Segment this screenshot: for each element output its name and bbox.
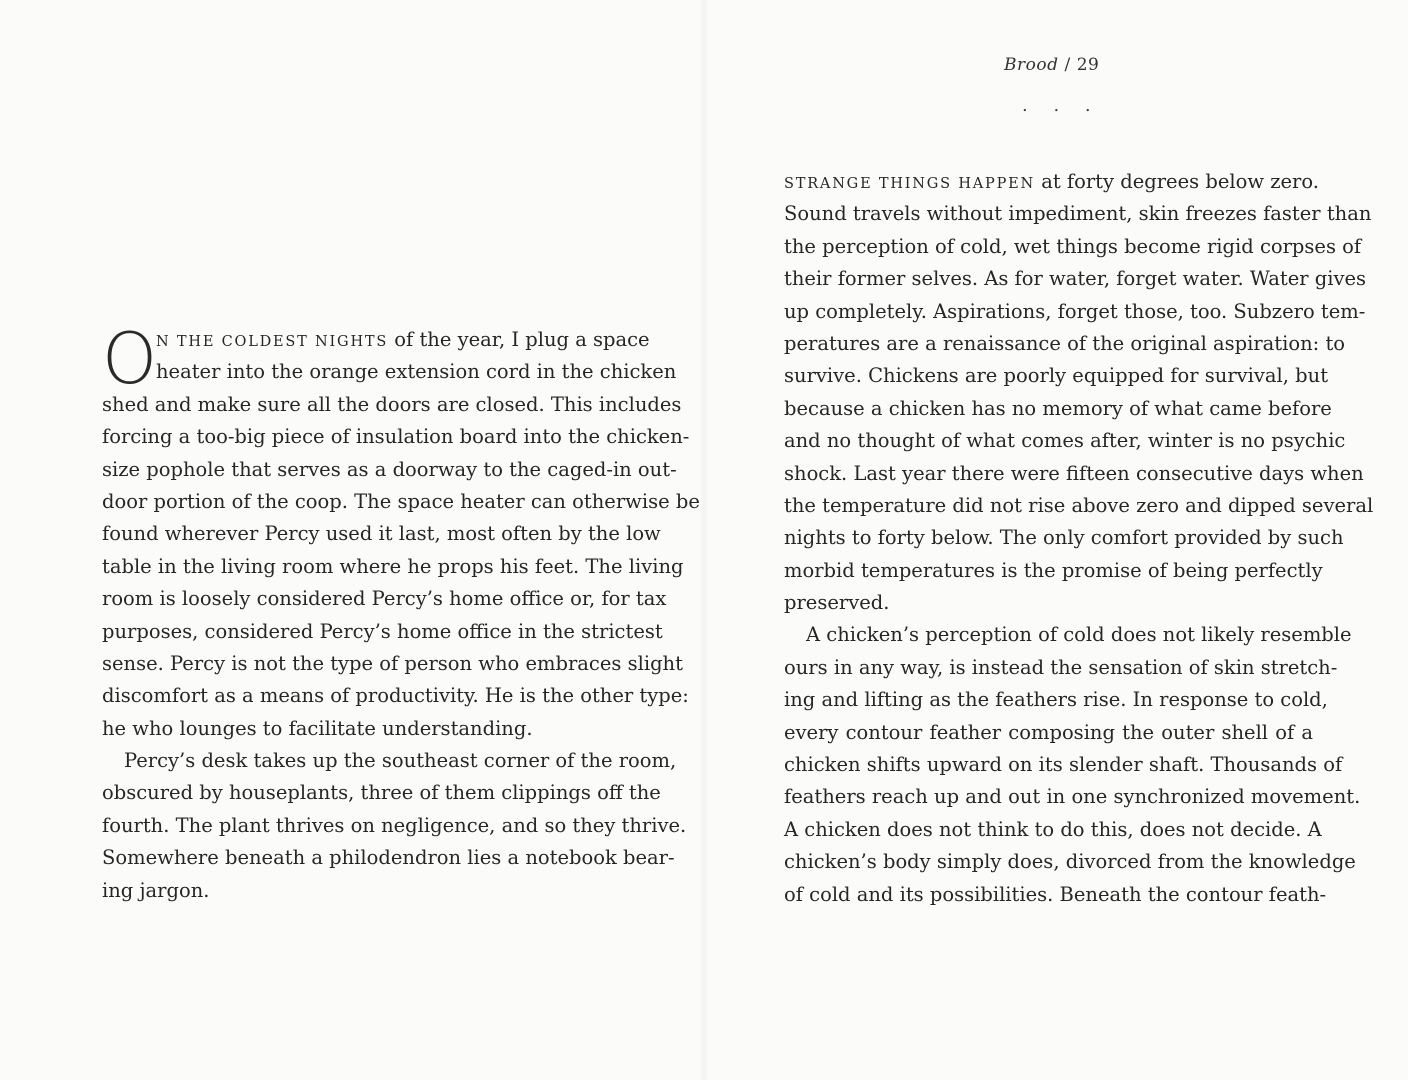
left-line-4: forcing a too-big piece of insulation board into the chicken- [102,425,690,449]
section-opening-smallcaps: STRANGE THINGS HAPPEN [784,176,1036,192]
right-line-19: chicken shifts upward on its slender shaft. Thousands of [784,753,1343,777]
opening-smallcaps: N THE COLDEST NIGHTS [156,334,389,350]
left-line-17: Somewhere beneath a philodendron lies a notebook bear- [102,846,675,870]
right-line-21: A chicken does not think to do this, does not decide. A [784,817,1322,841]
right-line-2: Sound travels without impediment, skin freezes faster than [784,202,1372,226]
running-head-separator: / [1064,55,1071,75]
right-line-16: ours in any way, is instead the sensation of skin stretch- [784,655,1338,679]
right-line-5: up completely. Aspirations, forget those, too. Subzero tem- [784,299,1366,323]
left-line-14: Percy’s desk takes up the southeast corner of the room, [124,749,677,773]
left-line-15: obscured by houseplants, three of them clippings off the [102,781,661,805]
right-line-7: survive. Chickens are poorly equipped for survival, but [784,364,1329,388]
left-line-8: table in the living room where he props his feet. The living [102,554,684,578]
running-head [1004,55,1099,75]
right-line-4: their former selves. As for water, forget water. Water gives [784,267,1367,291]
right-line-13: morbid temperatures is the promise of being perfectly [784,558,1323,582]
left-line-10: purposes, considered Percy’s home office in the strictest [102,619,663,643]
right-line-3: the perception of cold, wet things become rigid corpses of [784,234,1362,258]
left-line-13: he who lounges to facilitate understanding. [102,716,533,740]
right-line-14: preserved. [784,591,890,615]
left-line-12: discomfort as a means of productivity. He is the other type: [102,684,689,708]
left-line-5: size pophole that serves as a doorway to the caged-in out- [102,457,677,481]
left-line-1: O N THE COLDEST NIGHTS of the year, I plug a space [102,318,650,400]
right-line-10: shock. Last year there were fifteen consecutive days when [784,461,1364,485]
right-line-17: ing and lifting as the feathers rise. In response to cold, [784,688,1328,712]
section-break: . . . [1022,95,1101,116]
right-line-23: of cold and its possibilities. Beneath the contour feath- [784,882,1327,906]
left-line-3: shed and make sure all the doors are closed. This includes [102,392,682,416]
right-line-9: and no thought of what comes after, winter is no psychic [784,429,1346,453]
left-line-2: heater into the orange extension cord in the chicken [156,360,677,384]
left-line-7: found wherever Percy used it last, most often by the low [102,522,661,546]
left-line-18: ing jargon. [102,878,210,902]
right-line-12: nights to forty below. The only comfort provided by such [784,526,1344,550]
right-line-1: STRANGE THINGS HAPPEN at forty degrees below zero. [784,170,1319,193]
drop-cap: O [102,318,158,400]
left-line-11: sense. Percy is not the type of person who embraces slight [102,651,683,675]
right-line-11: the temperature did not rise above zero and dipped several [784,493,1374,517]
right-page [704,0,1408,1080]
page-number: 29 [1076,55,1100,75]
left-page-text [102,318,700,907]
right-line-22: chicken’s body simply does, divorced from the knowledge [784,850,1356,874]
right-page-text [784,166,1374,911]
right-line-6: peratures are a renaissance of the original aspiration: to [784,331,1346,355]
right-line-8: because a chicken has no memory of what came before [784,396,1332,420]
left-line-9: room is loosely considered Percy’s home office or, for tax [102,587,667,611]
right-line-18: every contour feather composing the outer shell of a [784,720,1313,744]
left-line-16: fourth. The plant thrives on negligence, and so they thrive. [102,813,687,837]
right-line-20: feathers reach up and out in one synchronized movement. [784,785,1361,809]
running-head-title: Brood [1004,55,1059,75]
left-line-6: door portion of the coop. The space heater can otherwise be [102,489,700,513]
right-line-15: A chicken’s perception of cold does not likely resemble [806,623,1352,647]
